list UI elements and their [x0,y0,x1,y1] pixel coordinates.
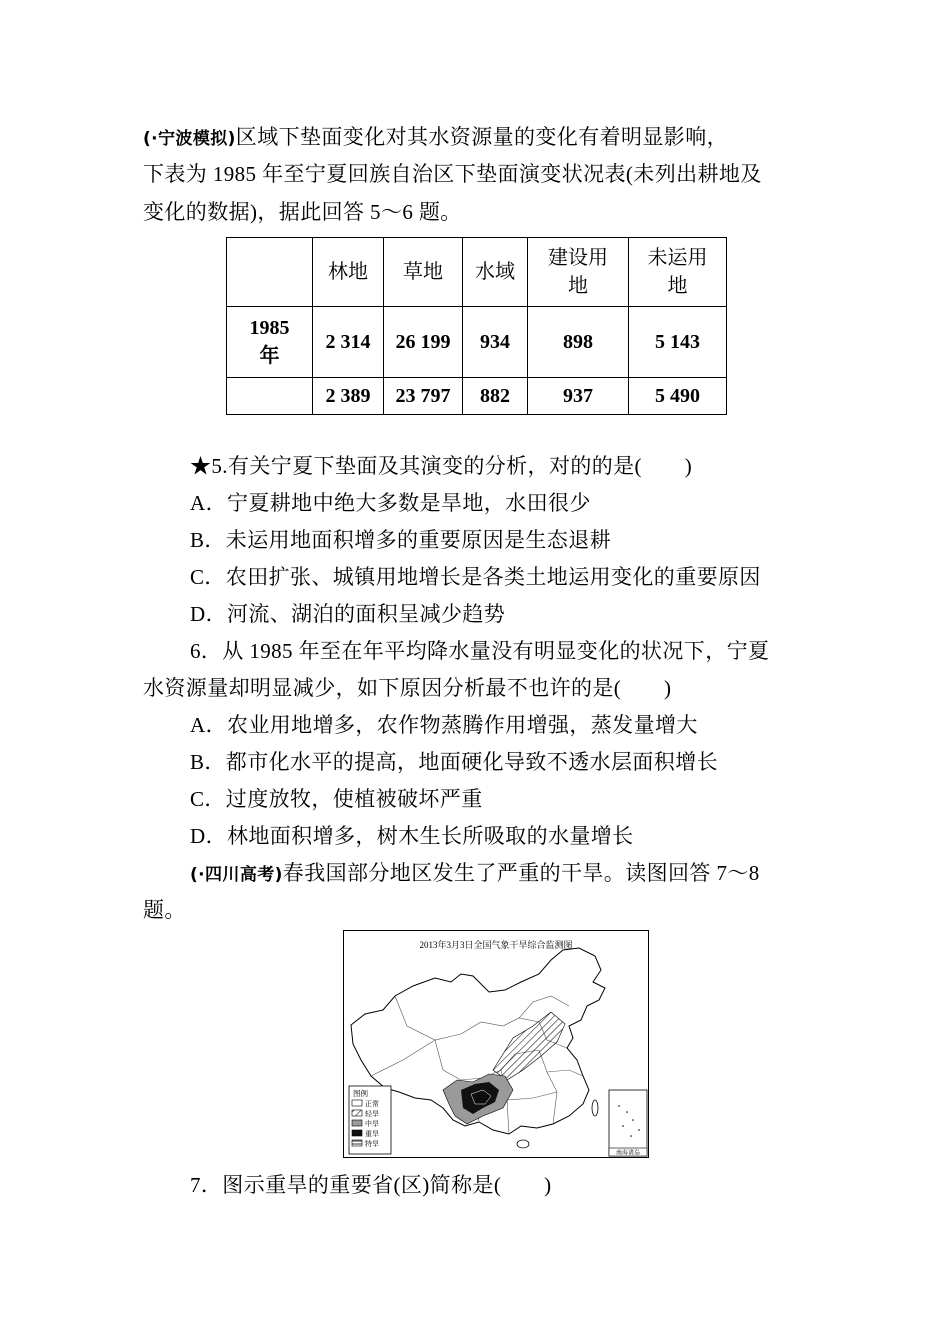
intro2-line-1: (·四川高考)春我国部分地区发生了严重的干旱。读图回答 7～8 [190,861,760,885]
table-cell: 882 [463,378,528,415]
q5-option-d: D．河流、湖泊的面积呈减少趋势 [190,602,506,626]
header-grassland: 草地 [384,238,463,307]
q6-stem-2: 水资源量却明显减少，如下原因分析最不也许的是( ) [143,676,672,700]
map-legend [349,1086,391,1154]
q6-option-a: A．农业用地增多，农作物蒸腾作用增强，蒸发量增大 [190,713,698,737]
header-construction: 建设用 地 [528,238,629,307]
q7-stem: 7．图示重旱的重要省(区)简称是( ) [190,1173,552,1197]
q5-stem: ★5.有关宁夏下垫面及其演变的分析，对的的是( ) [190,454,693,478]
q5-option-a: A．宁夏耕地中绝大多数是旱地，水田很少 [190,491,591,515]
table-cell: 5 490 [629,378,727,415]
header-water: 水域 [463,238,528,307]
q6-option-c: C．过度放牧，使植被破坏严重 [190,787,483,811]
table-cell: 934 [463,307,528,378]
land-use-table [226,237,727,415]
table-cell: 2 389 [313,378,384,415]
legend-title: 图例 [353,1089,368,1098]
legend-swatch-light [352,1110,362,1116]
legend-swatch-severe [352,1130,362,1136]
table-cell: 26 199 [384,307,463,378]
header-unused: 未运用 地 [629,238,727,307]
drought-map [343,930,649,1158]
intro-line-2: 下表为 1985 年至宁夏回族自治区下垫面演变状况表(未列出耕地及 [143,162,762,186]
hainan-island [517,1140,529,1148]
q6-stem-1: 6．从 1985 年至在年平均降水量没有明显变化的状况下，宁夏 [190,639,770,663]
table-header-row [227,238,727,307]
row-label-empty [227,378,313,415]
table-cell: 898 [528,307,629,378]
legend-label-severe: 重旱 [365,1130,379,1138]
table-cell: 2 314 [313,307,384,378]
intro2-line-2: 题。 [143,898,186,922]
legend-label-normal: 正常 [365,1100,379,1108]
legend-label-extreme: 特旱 [365,1140,379,1148]
q6-option-d: D．林地面积增多，树木生长所吸取的水量增长 [190,824,634,848]
legend-label-light: 轻旱 [365,1110,379,1118]
table-cell: 23 797 [384,378,463,415]
source-tag: (·宁波模拟) [143,129,236,149]
legend-swatch-moderate [352,1120,362,1126]
source-tag: (·四川高考) [190,865,283,885]
south-china-sea-inset [609,1090,647,1156]
q6-option-b: B．都市化水平的提高，地面硬化导致不透水层面积增长 [190,750,719,774]
legend-swatch-normal [352,1100,362,1106]
table-corner-cell [227,238,313,307]
map-title: 2013年3月3日全国气象干旱综合监测图 [419,940,573,950]
q5-option-b: B．未运用地面积增多的重要原因是生态退耕 [190,528,612,552]
legend-label-moderate: 中旱 [365,1120,379,1128]
inset-label: 南海诸岛 [615,1149,641,1157]
row-label-1985: 1985 年 [227,307,313,378]
table-cell: 5 143 [629,307,727,378]
table-row [227,307,727,378]
table-row [227,378,727,415]
q5-option-c: C．农田扩张、城镇用地增长是各类土地运用变化的重要原因 [190,565,761,589]
header-forest: 林地 [313,238,384,307]
intro-line-3: 变化的数据)，据此回答 5～6 题。 [143,200,462,224]
legend-swatch-extreme [352,1140,362,1146]
taiwan-island [592,1100,598,1116]
table-cell: 937 [528,378,629,415]
intro-line-1: (·宁波模拟)区域下垫面变化对其水资源量的变化有着明显影响， [143,125,728,149]
